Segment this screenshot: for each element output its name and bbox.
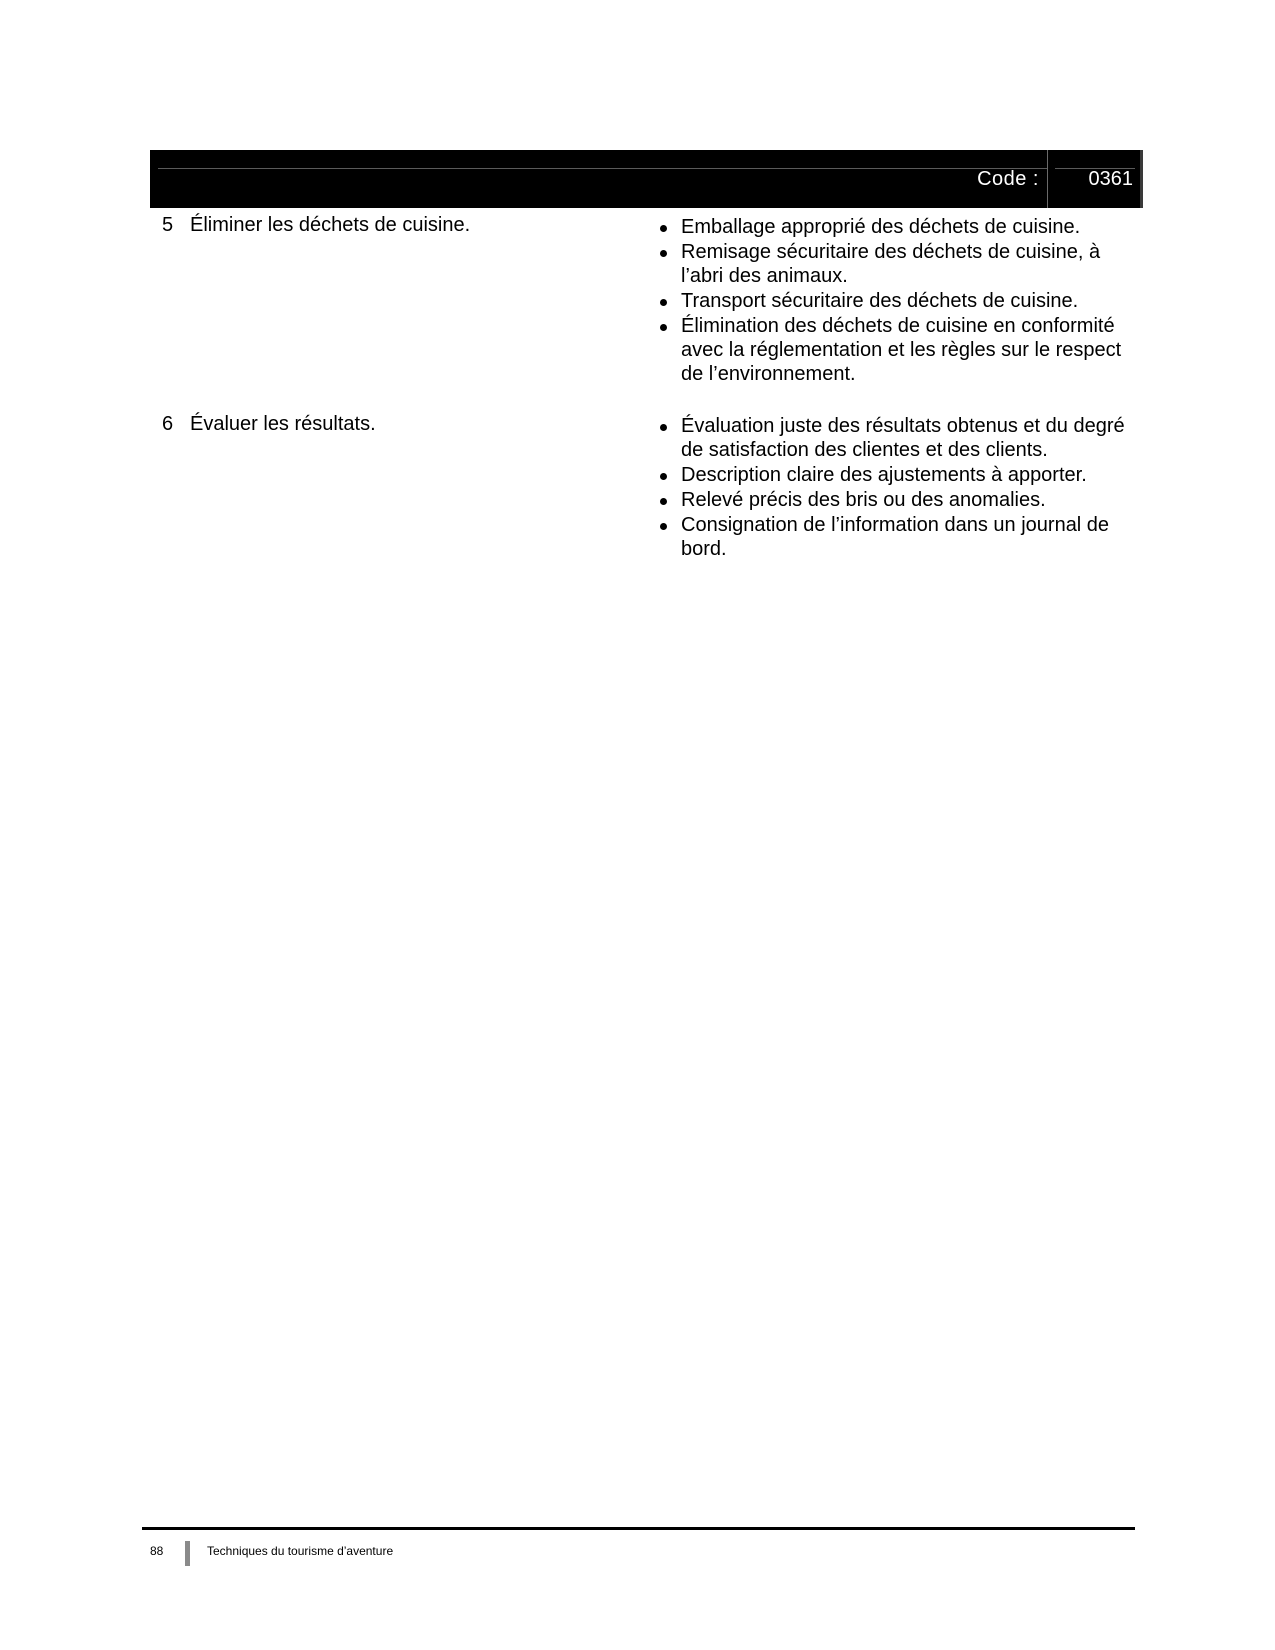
header-divider — [1047, 150, 1048, 208]
step-number: 6 — [162, 413, 174, 435]
criterion-item: Consignation de l’information dans un journal de bord. — [656, 513, 1136, 561]
footer-title: Techniques du tourisme d’aventure — [207, 1544, 394, 1558]
bullet-icon — [660, 324, 667, 331]
criterion-item: Élimination des déchets de cuisine en conformité avec la réglementation et les règles sur le respect de l’environnement. — [656, 314, 1136, 386]
bullet-icon — [660, 424, 667, 431]
bullet-icon — [660, 498, 667, 505]
header-rule — [158, 168, 1047, 169]
bullet-icon — [660, 523, 667, 530]
header-edge — [1140, 150, 1143, 208]
step-5 — [162, 213, 470, 237]
step-number: 5 — [162, 214, 174, 236]
code-header-bar — [150, 150, 1143, 208]
bullet-icon — [660, 473, 667, 480]
criterion-item: Évaluation juste des résultats obtenus et du degré de satisfaction des clientes et des clients. — [656, 414, 1136, 462]
bullet-icon — [660, 225, 667, 232]
criterion-item: Transport sécuritaire des déchets de cuisine. — [656, 289, 1136, 313]
bullet-icon — [660, 250, 667, 257]
criteria-list-5 — [656, 215, 1136, 387]
criterion-item: Description claire des ajustements à apporter. — [656, 463, 1136, 487]
page-number: 88 — [150, 1544, 164, 1558]
criteria-list-6 — [656, 414, 1136, 562]
criterion-item: Emballage approprié des déchets de cuisine. — [656, 215, 1136, 239]
footer-rule — [142, 1527, 1135, 1530]
step-6 — [162, 412, 376, 436]
criterion-item: Remisage sécuritaire des déchets de cuisine, à l’abri des animaux. — [656, 240, 1136, 288]
criterion-item: Relevé précis des bris ou des anomalies. — [656, 488, 1136, 512]
step-title: Éliminer les déchets de cuisine. — [190, 214, 471, 236]
bullet-icon — [660, 299, 667, 306]
code-label: Code : — [977, 168, 1039, 190]
code-value: 0361 — [1088, 168, 1133, 190]
footer-marker — [185, 1541, 190, 1566]
step-title: Évaluer les résultats. — [190, 413, 376, 435]
